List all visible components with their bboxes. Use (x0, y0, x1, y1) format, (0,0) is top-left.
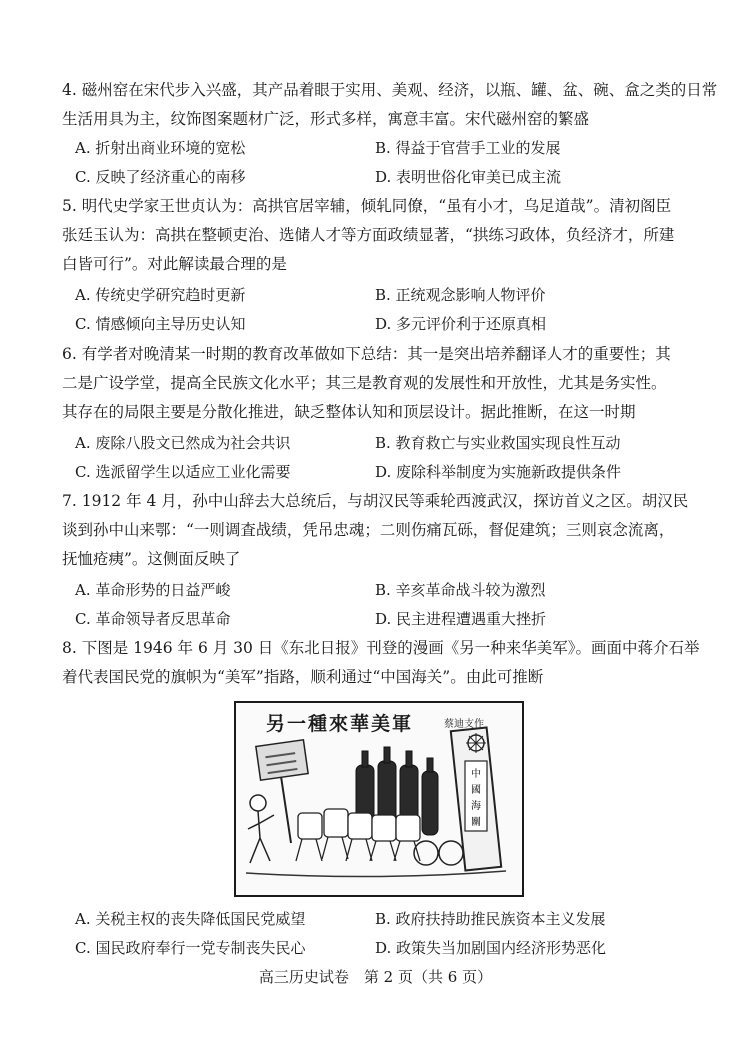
option-c[interactable]: C. 国民政府奉行一党专制丧失民心 (75, 939, 306, 957)
option-b[interactable]: B. 正统观念影响人物评价 (375, 286, 546, 304)
question-7-stem (62, 487, 689, 574)
question-line: 白皆可行”。对此解读最合理的是 (62, 255, 287, 273)
option-d[interactable]: D. 政策失当加剧国内经济形势恶化 (375, 939, 607, 957)
question-line: 着代表国民党的旗帜为“美军”指路，顺利通过“中国海关”。由此可推断 (62, 668, 544, 686)
question-4-stem (62, 76, 718, 134)
option-b[interactable]: B. 政府扶持助推民族资本主义发展 (375, 910, 606, 928)
option-b[interactable]: B. 得益于官营手工业的发展 (375, 139, 561, 157)
question-4-options (75, 134, 695, 192)
question-8-options (75, 905, 695, 963)
option-c[interactable]: C. 革命领导者反思革命 (75, 610, 231, 628)
question-line: 生活用具为主，纹饰图案题材广泛，形式多样，寓意丰富。宋代磁州窑的繁盛 (62, 110, 590, 128)
cartoon-title: 另一種來華美軍 (266, 713, 414, 735)
question-7-options (75, 576, 695, 634)
question-line: 6. 有学者对晚清某一时期的教育改革做如下总结：其一是突出培养翻译人才的重要性；其 (62, 345, 671, 363)
option-d[interactable]: D. 民主进程遭遇重大挫折 (375, 610, 547, 628)
page-footer: 高三历史试卷 第 2 页（共 6 页） (258, 968, 493, 986)
option-b[interactable]: B. 辛亥革命战斗较为激烈 (375, 581, 546, 599)
option-d[interactable]: D. 废除科举制度为实施新政提供条件 (375, 463, 622, 481)
option-b[interactable]: B. 教育救亡与实业救国实现良性互动 (375, 434, 621, 452)
gate-char-4: 關 (471, 817, 481, 828)
question-line: 5. 明代史学家王世贞认为：高拱官居宰辅，倾轧同僚，“虽有小才，乌足道哉”。清初阁臣 (62, 197, 672, 215)
option-c[interactable]: C. 情感倾向主导历史认知 (75, 315, 246, 333)
question-line: 4. 磁州窑在宋代步入兴盛，其产品着眼于实用、美观、经济，以瓶、罐、盆、碗、盒之类的日常 (62, 81, 718, 99)
question-5-stem (62, 192, 675, 279)
option-c[interactable]: C. 选派留学生以适应工业化需要 (75, 463, 291, 481)
question-line: 抚恤疮痍”。这侧面反映了 (62, 550, 241, 568)
question-line: 8. 下图是 1946 年 6 月 30 日《东北日报》刊登的漫画《另一种来华美军》。画面中蒋介石举 (62, 639, 700, 657)
option-d[interactable]: D. 多元评价利于还原真相 (375, 315, 547, 333)
option-a[interactable]: A. 关税主权的丧失降低国民党威望 (75, 910, 306, 928)
cartoon-figure (234, 701, 524, 897)
question-8-stem (62, 634, 700, 692)
gate-char-1: 中 (471, 769, 481, 780)
question-6-stem (62, 340, 671, 427)
question-line: 二是广设学堂，提高全民族文化水平；其三是教育观的发展性和开放性，尤其是务实性。 (62, 374, 667, 392)
gate-char-2: 國 (471, 785, 481, 796)
option-c[interactable]: C. 反映了经济重心的南移 (75, 168, 246, 186)
option-a[interactable]: A. 传统史学研究趋时更新 (75, 286, 246, 304)
question-line: 谈到孙中山来鄂：“一则调査战绩，凭吊忠魂；二则伤痛瓦砾，督促建筑；三则哀念流离， (62, 521, 675, 539)
question-line: 7. 1912 年 4 月，孙中山辞去大总统后，与胡汉民等乘轮西渡武汉，探访首义之区。胡汉民 (62, 492, 689, 510)
question-line: 张廷玉认为：高拱在整顿吏治、选储人才等方面政绩显著，“拱练习政体，负经济才，所建 (62, 226, 675, 244)
option-a[interactable]: A. 废除八股文已然成为社会共识 (75, 434, 291, 452)
option-d[interactable]: D. 表明世俗化审美已成主流 (375, 168, 562, 186)
option-a[interactable]: A. 折射出商业环境的宽松 (75, 139, 246, 157)
question-line: 其存在的局限主要是分散化推进，缺乏整体认知和顶层设计。据此推断，在这一时期 (62, 403, 636, 421)
question-6-options (75, 429, 695, 487)
gate-char-3: 海 (471, 801, 481, 812)
option-a[interactable]: A. 革命形势的日益严峻 (75, 581, 231, 599)
question-5-options (75, 281, 695, 339)
cartoon-signature: 蔡迪支作 (444, 719, 484, 730)
